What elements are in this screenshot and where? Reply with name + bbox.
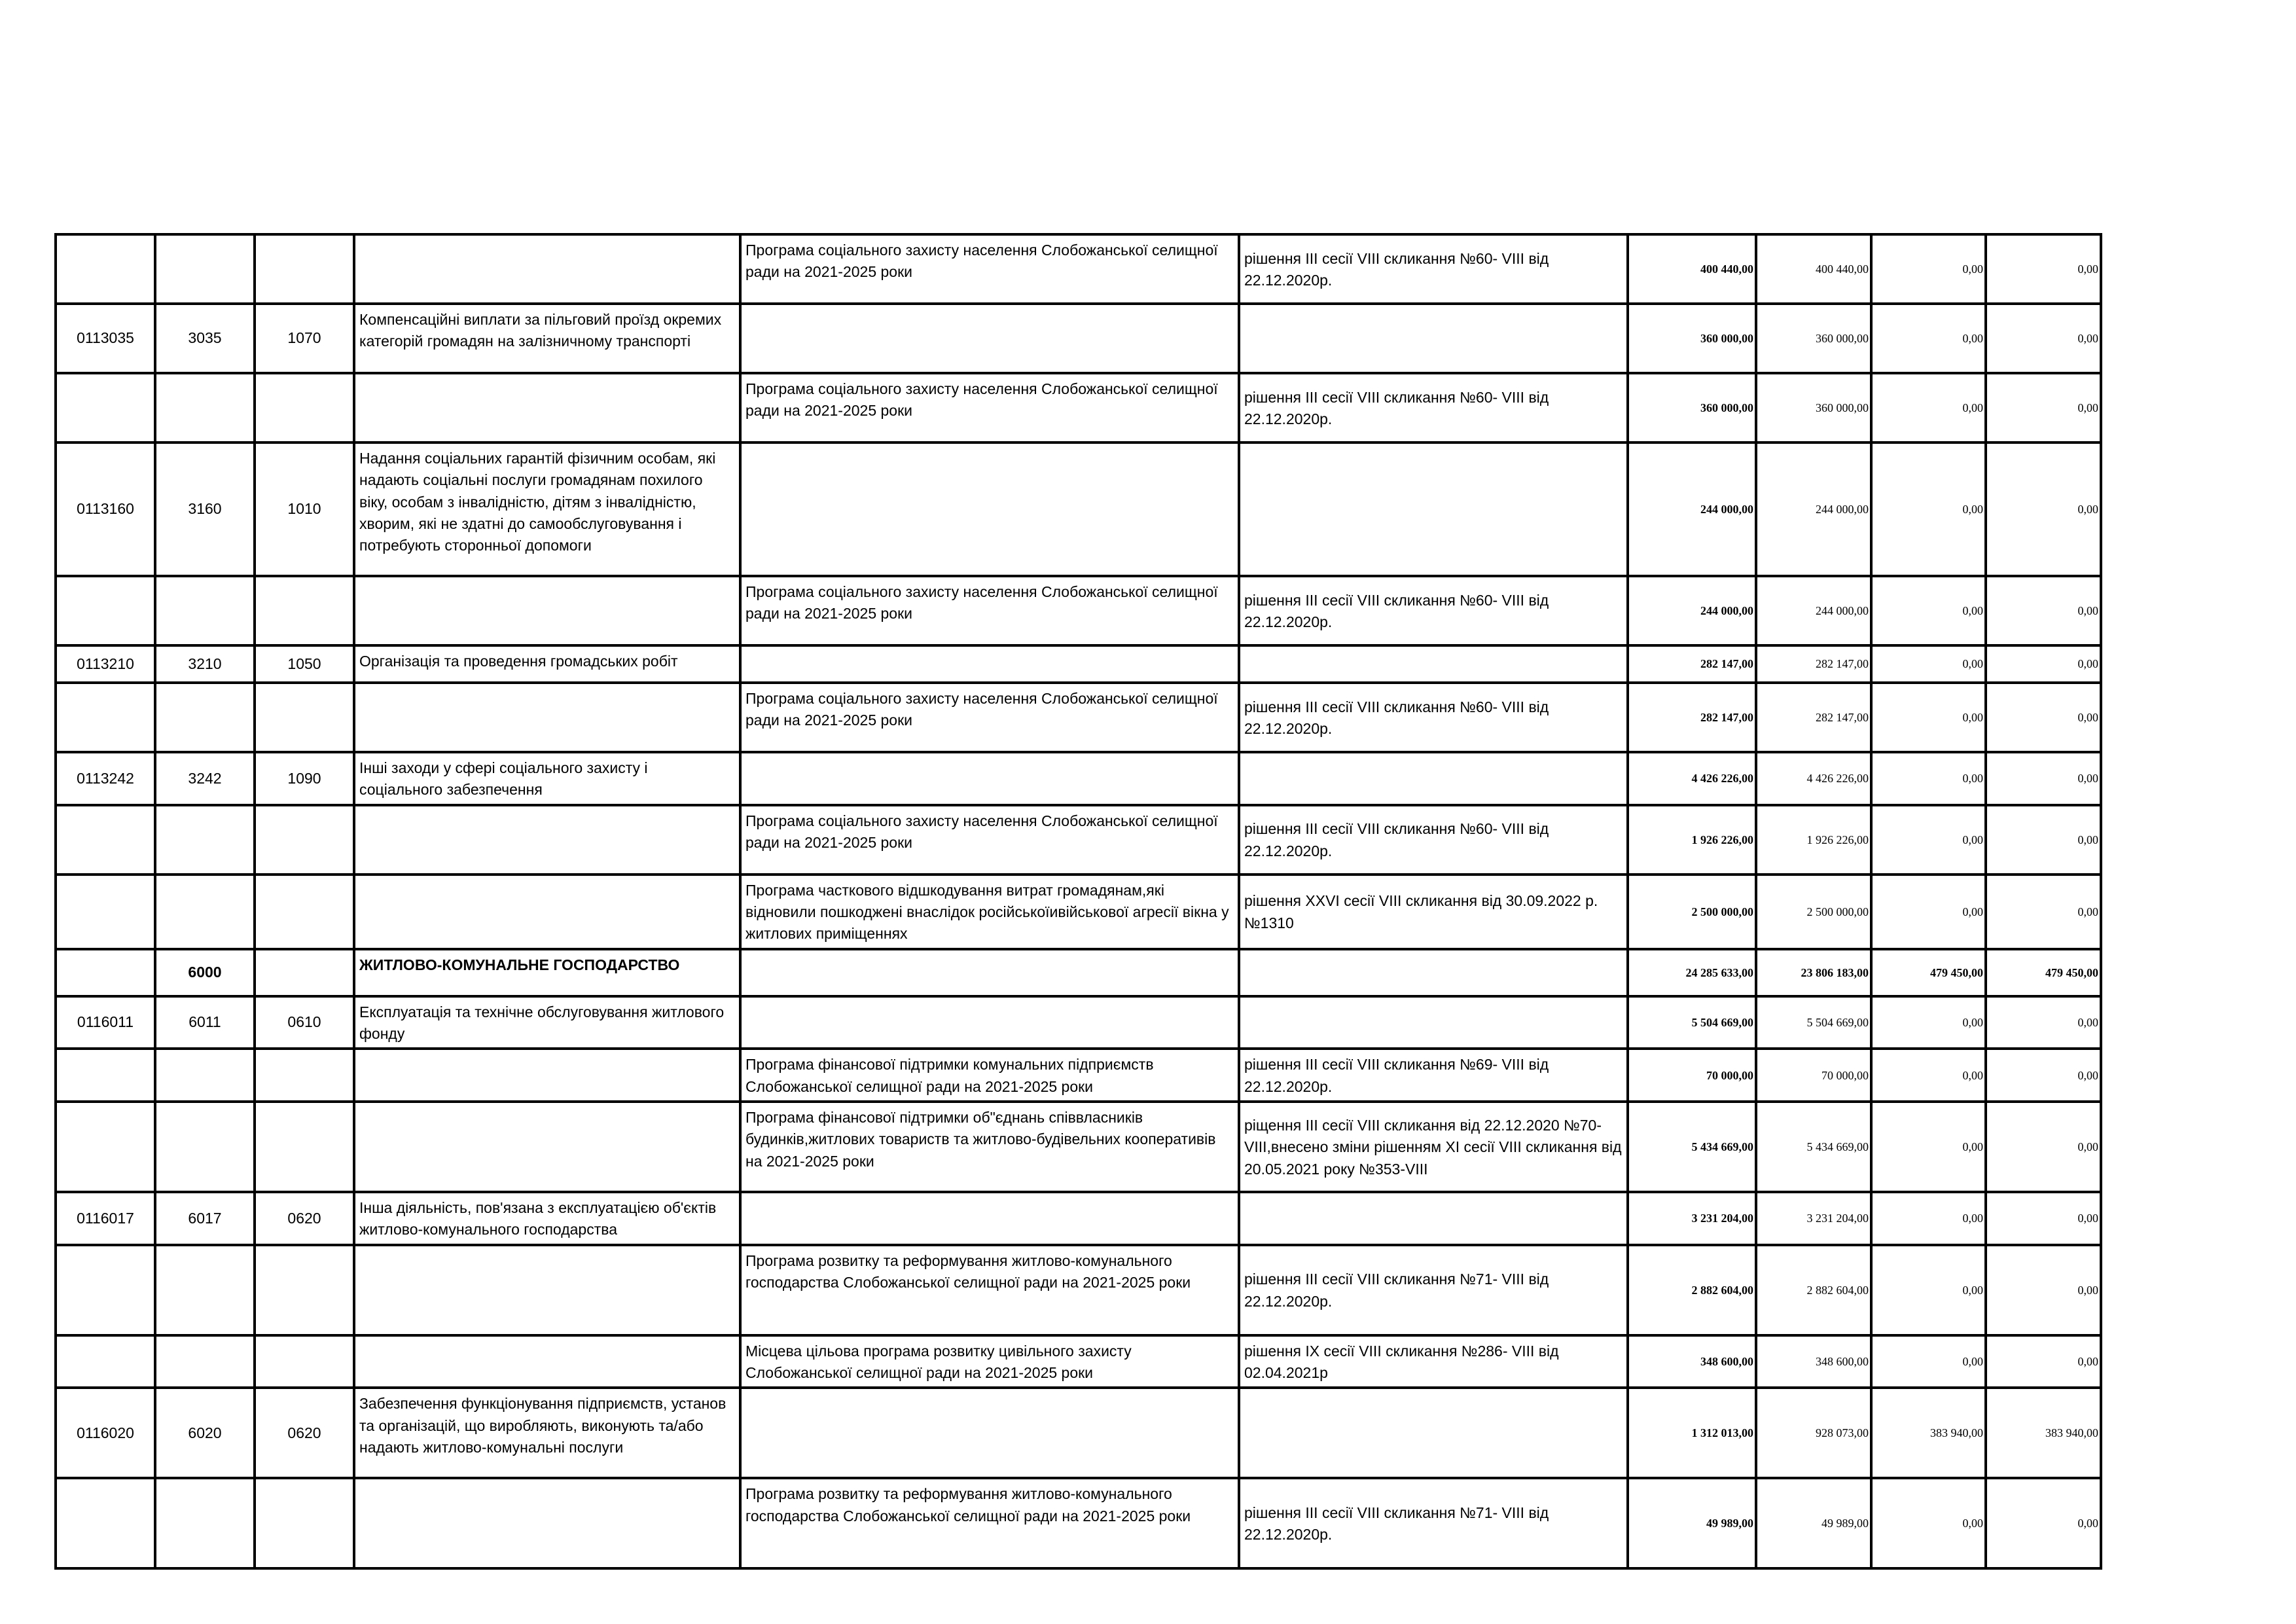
tpkvk-code-cell: [155, 1245, 255, 1335]
table-row: [56, 1102, 2101, 1192]
program-name-cell: [354, 1049, 740, 1102]
decision-cell: [1239, 949, 1628, 996]
table-row: [56, 996, 2101, 1049]
development-budget-cell: 0,00: [1986, 805, 2101, 875]
decision-cell: рішення ІХ сесії VIІІ скликання №286- VIІІ від 02.04.2021р: [1239, 1335, 1628, 1388]
program-name-cell: [354, 234, 740, 304]
special-fund-cell: 0,00: [1871, 683, 1986, 752]
development-budget-cell: 0,00: [1986, 234, 2101, 304]
general-fund-cell: 4 426 226,00: [1756, 752, 1871, 805]
total-amount-cell: 5 504 669,00: [1628, 996, 1756, 1049]
table-row: [56, 805, 2101, 875]
local-program-cell: Програма соціального захисту населення Слобожанської селищної ради на 2021-2025 роки: [740, 373, 1239, 442]
program-code-cell: 0113160: [56, 442, 155, 576]
tpkvk-code-cell: [155, 576, 255, 645]
general-fund-cell: 244 000,00: [1756, 442, 1871, 576]
total-amount-cell: 1 312 013,00: [1628, 1388, 1756, 1478]
table-row: [56, 1192, 2101, 1245]
program-name-cell: [354, 875, 740, 949]
program-name-cell: Забезпечення функціонування підприємств, установ та організацій, що виробляють, виконують та/або надають житлово-комунальні послуги: [354, 1388, 740, 1478]
local-program-cell: [740, 996, 1239, 1049]
fkvk-code-cell: [255, 949, 354, 996]
local-program-cell: Програма фінансової підтримки комунальних підприємств Слобожанської селищної ради на 2021-2025 роки: [740, 1049, 1239, 1102]
decision-cell: [1239, 996, 1628, 1049]
program-name-cell: [354, 683, 740, 752]
table-row: [56, 234, 2101, 304]
program-name-cell: Організація та проведення громадських робіт: [354, 645, 740, 683]
program-name-cell: Експлуатація та технічне обслуговування житлового фонду: [354, 996, 740, 1049]
development-budget-cell: 0,00: [1986, 645, 2101, 683]
total-amount-cell: 70 000,00: [1628, 1049, 1756, 1102]
program-code-cell: [56, 1049, 155, 1102]
decision-cell: рішення ІІІ сесії VIІІ скликання №60- VIІІ від 22.12.2020р.: [1239, 683, 1628, 752]
total-amount-cell: 244 000,00: [1628, 576, 1756, 645]
fkvk-code-cell: [255, 1478, 354, 1568]
development-budget-cell: 0,00: [1986, 442, 2101, 576]
general-fund-cell: 49 989,00: [1756, 1478, 1871, 1568]
fkvk-code-cell: [255, 683, 354, 752]
table-row: [56, 683, 2101, 752]
local-program-cell: Програма розвитку та реформування житлово-комунального господарства Слобожанської селищної ради на 2021-2025 роки: [740, 1478, 1239, 1568]
fkvk-code-cell: 0610: [255, 996, 354, 1049]
special-fund-cell: 383 940,00: [1871, 1388, 1986, 1478]
table-row: [56, 1478, 2101, 1568]
tpkvk-code-cell: [155, 1478, 255, 1568]
table-row: [56, 304, 2101, 373]
general-fund-cell: 2 500 000,00: [1756, 875, 1871, 949]
decision-cell: рішення ІІІ сесії VIІІ скликання №71- VIІІ від 22.12.2020р.: [1239, 1245, 1628, 1335]
total-amount-cell: 1 926 226,00: [1628, 805, 1756, 875]
table-row: [56, 576, 2101, 645]
program-name-cell: [354, 1245, 740, 1335]
fkvk-code-cell: [255, 1102, 354, 1192]
table-row: [56, 1335, 2101, 1388]
program-code-cell: [56, 373, 155, 442]
total-amount-cell: 244 000,00: [1628, 442, 1756, 576]
program-code-cell: [56, 1102, 155, 1192]
development-budget-cell: 0,00: [1986, 304, 2101, 373]
fkvk-code-cell: [255, 875, 354, 949]
tpkvk-code-cell: 3035: [155, 304, 255, 373]
general-fund-cell: 23 806 183,00: [1756, 949, 1871, 996]
special-fund-cell: 0,00: [1871, 996, 1986, 1049]
special-fund-cell: 0,00: [1871, 1102, 1986, 1192]
development-budget-cell: 0,00: [1986, 1102, 2101, 1192]
program-name-cell: [354, 1335, 740, 1388]
tpkvk-code-cell: [155, 1335, 255, 1388]
decision-cell: рішення XXVI сесії VIII скликання від 30.09.2022 р.№1310: [1239, 875, 1628, 949]
table-body: [56, 234, 2101, 1568]
total-amount-cell: 49 989,00: [1628, 1478, 1756, 1568]
local-program-cell: Програма фінансової підтримки об"єднань співвласників будинків,житлових товариств та житлово-будівельних кооперативів на 2021-2025 роки: [740, 1102, 1239, 1192]
program-code-cell: [56, 1245, 155, 1335]
fkvk-code-cell: [255, 1335, 354, 1388]
total-amount-cell: 400 440,00: [1628, 234, 1756, 304]
table-row: [56, 1388, 2101, 1478]
total-amount-cell: 3 231 204,00: [1628, 1192, 1756, 1245]
table-row: [56, 949, 2101, 996]
development-budget-cell: 0,00: [1986, 1192, 2101, 1245]
tpkvk-code-cell: 3210: [155, 645, 255, 683]
general-fund-cell: 282 147,00: [1756, 683, 1871, 752]
development-budget-cell: 0,00: [1986, 1245, 2101, 1335]
program-code-cell: 0116011: [56, 996, 155, 1049]
program-code-cell: [56, 234, 155, 304]
tpkvk-code-cell: [155, 805, 255, 875]
program-name-cell: [354, 805, 740, 875]
program-code-cell: [56, 1478, 155, 1568]
development-budget-cell: 0,00: [1986, 875, 2101, 949]
special-fund-cell: 0,00: [1871, 1335, 1986, 1388]
total-amount-cell: 2 500 000,00: [1628, 875, 1756, 949]
program-name-cell: [354, 1102, 740, 1192]
program-code-cell: [56, 949, 155, 996]
program-code-cell: 0113242: [56, 752, 155, 805]
tpkvk-code-cell: 3160: [155, 442, 255, 576]
program-name-cell: [354, 576, 740, 645]
program-name-cell: [354, 1478, 740, 1568]
fkvk-code-cell: 1010: [255, 442, 354, 576]
tpkvk-code-cell: 6011: [155, 996, 255, 1049]
general-fund-cell: 360 000,00: [1756, 373, 1871, 442]
local-program-cell: [740, 304, 1239, 373]
table-row: [56, 442, 2101, 576]
program-name-cell: ЖИТЛОВО-КОМУНАЛЬНЕ ГОСПОДАРСТВО: [354, 949, 740, 996]
local-program-cell: [740, 949, 1239, 996]
fkvk-code-cell: [255, 373, 354, 442]
special-fund-cell: 0,00: [1871, 1049, 1986, 1102]
decision-cell: рiщення ІІІ сесії VIІІ скликання від 22.12.2020 №70-VIІІ,внесено зміни рішенням ХІ сесії VIІІ скликання від 20.05.2021 року №353-VIІІ: [1239, 1102, 1628, 1192]
fkvk-code-cell: [255, 576, 354, 645]
special-fund-cell: 0,00: [1871, 645, 1986, 683]
tpkvk-code-cell: 6017: [155, 1192, 255, 1245]
development-budget-cell: 0,00: [1986, 576, 2101, 645]
total-amount-cell: 24 285 633,00: [1628, 949, 1756, 996]
special-fund-cell: 0,00: [1871, 1192, 1986, 1245]
decision-cell: [1239, 304, 1628, 373]
local-program-cell: Програма розвитку та реформування житлово-комунального господарства Слобожанської селищної ради на 2021-2025 роки: [740, 1245, 1239, 1335]
local-program-cell: [740, 442, 1239, 576]
special-fund-cell: 0,00: [1871, 875, 1986, 949]
local-program-cell: Програма соціального захисту населення Слобожанської селищної ради на 2021-2025 роки: [740, 805, 1239, 875]
special-fund-cell: 0,00: [1871, 576, 1986, 645]
development-budget-cell: 383 940,00: [1986, 1388, 2101, 1478]
total-amount-cell: 4 426 226,00: [1628, 752, 1756, 805]
program-code-cell: [56, 576, 155, 645]
general-fund-cell: 5 504 669,00: [1756, 996, 1871, 1049]
fkvk-code-cell: 1090: [255, 752, 354, 805]
special-fund-cell: 0,00: [1871, 442, 1986, 576]
program-code-cell: 0113210: [56, 645, 155, 683]
tpkvk-code-cell: [155, 234, 255, 304]
tpkvk-code-cell: 6020: [155, 1388, 255, 1478]
tpkvk-code-cell: [155, 1102, 255, 1192]
special-fund-cell: 0,00: [1871, 304, 1986, 373]
local-program-cell: [740, 645, 1239, 683]
decision-cell: [1239, 1388, 1628, 1478]
table-row: [56, 373, 2101, 442]
special-fund-cell: 0,00: [1871, 1245, 1986, 1335]
tpkvk-code-cell: [155, 1049, 255, 1102]
development-budget-cell: 0,00: [1986, 752, 2101, 805]
decision-cell: [1239, 645, 1628, 683]
fkvk-code-cell: [255, 234, 354, 304]
total-amount-cell: 5 434 669,00: [1628, 1102, 1756, 1192]
program-code-cell: [56, 875, 155, 949]
general-fund-cell: 244 000,00: [1756, 576, 1871, 645]
special-fund-cell: 0,00: [1871, 752, 1986, 805]
table-row: [56, 1245, 2101, 1335]
decision-cell: рішення ІІІ сесії VIІІ скликання №60- VIІІ від 22.12.2020р.: [1239, 805, 1628, 875]
total-amount-cell: 282 147,00: [1628, 645, 1756, 683]
decision-cell: рішення ІІІ сесії VIІІ скликання №60- VIІІ від 22.12.2020р.: [1239, 373, 1628, 442]
fkvk-code-cell: [255, 1245, 354, 1335]
decision-cell: [1239, 1192, 1628, 1245]
program-name-cell: Інша діяльність, пов'язана з експлуатацією об'єктів житлово-комунального господарства: [354, 1192, 740, 1245]
tpkvk-code-cell: [155, 683, 255, 752]
decision-cell: [1239, 752, 1628, 805]
general-fund-cell: 360 000,00: [1756, 304, 1871, 373]
development-budget-cell: 0,00: [1986, 1049, 2101, 1102]
program-code-cell: [56, 683, 155, 752]
total-amount-cell: 360 000,00: [1628, 304, 1756, 373]
general-fund-cell: 2 882 604,00: [1756, 1245, 1871, 1335]
special-fund-cell: 0,00: [1871, 1478, 1986, 1568]
development-budget-cell: 479 450,00: [1986, 949, 2101, 996]
development-budget-cell: 0,00: [1986, 683, 2101, 752]
decision-cell: рішення ІІІ сесії VIІІ скликання №60- VIІІ від 22.12.2020р.: [1239, 576, 1628, 645]
program-code-cell: 0113035: [56, 304, 155, 373]
decision-cell: [1239, 442, 1628, 576]
general-fund-cell: 3 231 204,00: [1756, 1192, 1871, 1245]
general-fund-cell: 400 440,00: [1756, 234, 1871, 304]
special-fund-cell: 0,00: [1871, 373, 1986, 442]
fkvk-code-cell: [255, 1049, 354, 1102]
program-name-cell: Надання соціальних гарантій фізичним особам, які надають соціальні послуги громадянам похилого віку, особам з інвалідністю, дітям з інвалідністю, хворим, які не здатні до самообслуговування і потребують сторонньої допомоги: [354, 442, 740, 576]
development-budget-cell: 0,00: [1986, 996, 2101, 1049]
local-program-cell: Програма соціального захисту населення Слобожанської селищної ради на 2021-2025 роки: [740, 683, 1239, 752]
table-row: [56, 1049, 2101, 1102]
fkvk-code-cell: [255, 805, 354, 875]
program-code-cell: [56, 805, 155, 875]
total-amount-cell: 360 000,00: [1628, 373, 1756, 442]
table-row: [56, 752, 2101, 805]
program-name-cell: Інші заходи у сфері соціального захисту і соціального забезпечення: [354, 752, 740, 805]
tpkvk-code-cell: [155, 373, 255, 442]
table-row: [56, 875, 2101, 949]
special-fund-cell: 479 450,00: [1871, 949, 1986, 996]
general-fund-cell: 1 926 226,00: [1756, 805, 1871, 875]
program-code-cell: [56, 1335, 155, 1388]
table-row: [56, 645, 2101, 683]
program-code-cell: 0116017: [56, 1192, 155, 1245]
total-amount-cell: 2 882 604,00: [1628, 1245, 1756, 1335]
general-fund-cell: 348 600,00: [1756, 1335, 1871, 1388]
total-amount-cell: 348 600,00: [1628, 1335, 1756, 1388]
local-program-cell: Програма соціального захисту населення Слобожанської селищної ради на 2021-2025 роки: [740, 576, 1239, 645]
special-fund-cell: 0,00: [1871, 234, 1986, 304]
local-program-cell: [740, 752, 1239, 805]
local-program-cell: Місцева цільова програма розвитку цивільного захисту Слобожанської селищної ради на 2021-2025 роки: [740, 1335, 1239, 1388]
total-amount-cell: 282 147,00: [1628, 683, 1756, 752]
decision-cell: рішення ІІІ сесії VIІІ скликання №60- VIІІ від 22.12.2020р.: [1239, 234, 1628, 304]
fkvk-code-cell: 1050: [255, 645, 354, 683]
special-fund-cell: 0,00: [1871, 805, 1986, 875]
general-fund-cell: 282 147,00: [1756, 645, 1871, 683]
general-fund-cell: 5 434 669,00: [1756, 1102, 1871, 1192]
decision-cell: рішення ІІІ сесії VIІІ скликання №69- VIІІ від 22.12.2020р.: [1239, 1049, 1628, 1102]
local-program-cell: Програма соціального захисту населення Слобожанської селищної ради на 2021-2025 роки: [740, 234, 1239, 304]
tpkvk-code-cell: 6000: [155, 949, 255, 996]
development-budget-cell: 0,00: [1986, 373, 2101, 442]
fkvk-code-cell: 1070: [255, 304, 354, 373]
program-name-cell: [354, 373, 740, 442]
development-budget-cell: 0,00: [1986, 1478, 2101, 1568]
general-fund-cell: 928 073,00: [1756, 1388, 1871, 1478]
local-program-cell: Програма часткового відшкодування витрат громадянам,які відновили пошкоджені внаслідок російськоїивійськової агресії вікна у житлових приміщеннях: [740, 875, 1239, 949]
general-fund-cell: 70 000,00: [1756, 1049, 1871, 1102]
budget-programs-table: [54, 233, 2102, 1570]
program-code-cell: 0116020: [56, 1388, 155, 1478]
decision-cell: рішення ІІІ сесії VIІІ скликання №71- VIІІ від 22.12.2020р.: [1239, 1478, 1628, 1568]
local-program-cell: [740, 1192, 1239, 1245]
development-budget-cell: 0,00: [1986, 1335, 2101, 1388]
fkvk-code-cell: 0620: [255, 1192, 354, 1245]
tpkvk-code-cell: 3242: [155, 752, 255, 805]
fkvk-code-cell: 0620: [255, 1388, 354, 1478]
program-name-cell: Компенсаційні виплати за пільговий проїзд окремих категорій громадян на залізничному транспорті: [354, 304, 740, 373]
tpkvk-code-cell: [155, 875, 255, 949]
local-program-cell: [740, 1388, 1239, 1478]
